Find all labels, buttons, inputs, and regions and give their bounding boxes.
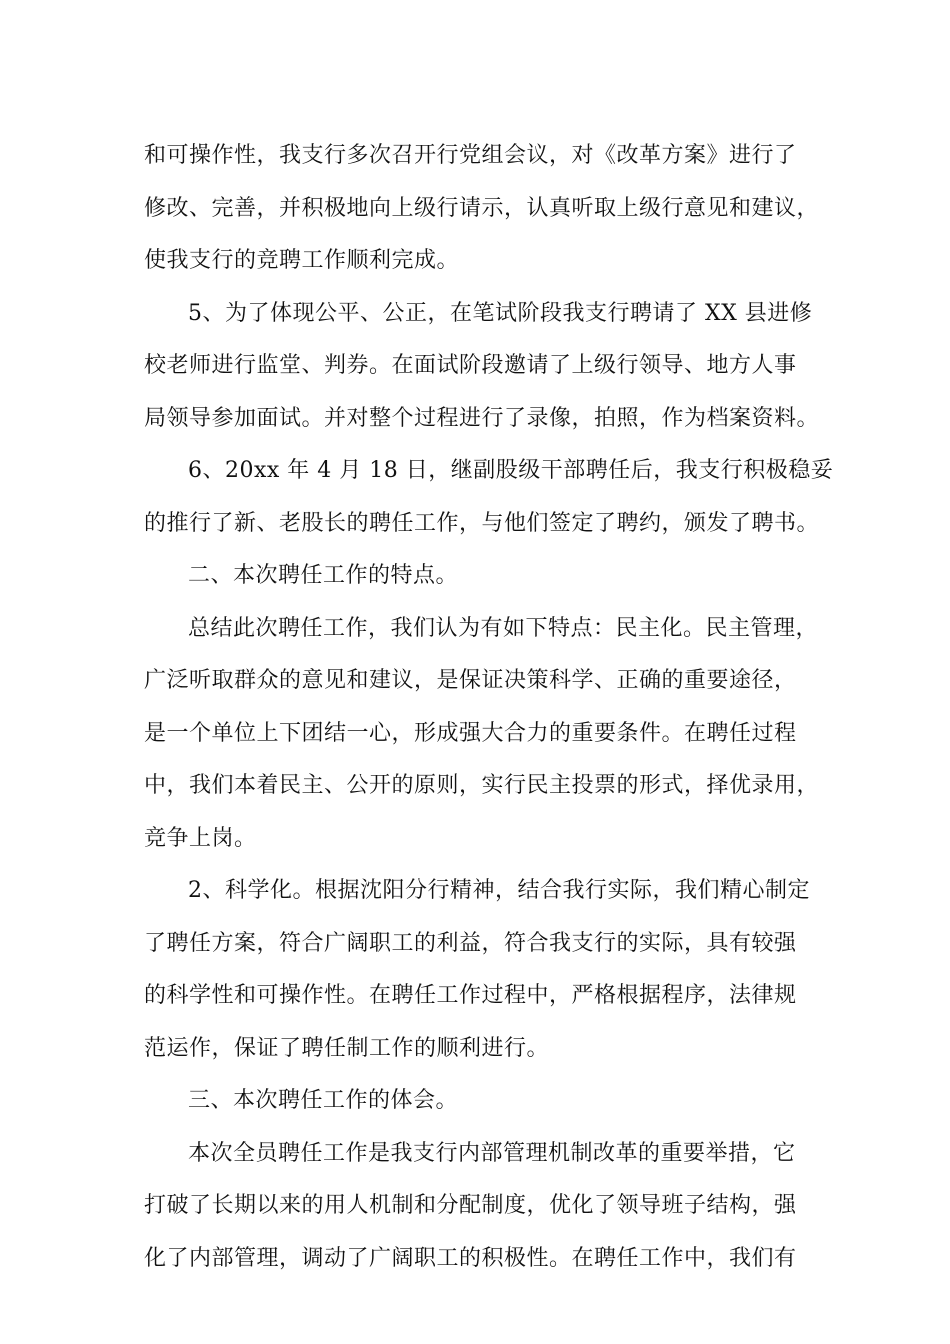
section-heading: 三、本次聘任工作的体会。 [188, 1088, 459, 1113]
paragraph-start-line: 2、科学化。根据沈阳分行精神，结合我行实际，我们精心制定 [188, 878, 810, 903]
paragraph-start-line: 总结此次聘任工作，我们认为有如下特点：民主化。民主管理， [188, 615, 819, 641]
document-body [144, 130, 834, 1285]
paragraph-start-line: 本次全员聘任工作是我支行内部管理机制改革的重要举措，它 [188, 1140, 796, 1166]
text-line: 校老师进行监堂、判券。在面试阶段邀请了上级行领导、地方人事 [144, 353, 797, 378]
text-line: 竞争上岗。 [144, 825, 257, 851]
paragraph-start-line: 5、为了体现公平、公正，在笔试阶段我支行聘请了 XX 县进修 [188, 300, 813, 326]
text-line: 范运作，保证了聘任制工作的顺利进行。 [144, 1035, 550, 1061]
text-line: 中，我们本着民主、公开的原则，实行民主投票的形式，择优录用， [144, 773, 820, 798]
section-heading: 二、本次聘任工作的特点。 [188, 563, 459, 588]
text-line: 修改、完善，并积极地向上级行请示，认真听取上级行意见和建议， [144, 195, 820, 221]
text-line: 化了内部管理，调动了广阔职工的积极性。在聘任工作中，我们有 [144, 1245, 797, 1271]
text-line: 了聘任方案，符合广阔职工的利益，符合我支行的实际，具有较强 [144, 930, 797, 956]
text-line: 广泛听取群众的意见和建议，是保证决策科学、正确的重要途径， [144, 668, 797, 693]
text-line: 的推行了新、老股长的聘任工作，与他们签定了聘约，颁发了聘书。 [144, 510, 820, 536]
text-line: 的科学性和可操作性。在聘任工作过程中，严格根据程序，法律规 [144, 983, 797, 1008]
text-line: 局领导参加面试。并对整个过程进行了录像，拍照，作为档案资料。 [144, 405, 820, 431]
text-line: 打破了长期以来的用人机制和分配制度，优化了领导班子结构，强 [144, 1193, 797, 1218]
text-line: 是一个单位上下团结一心，形成强大合力的重要条件。在聘任过程 [144, 720, 797, 746]
text-line: 使我支行的竞聘工作顺利完成。 [144, 248, 460, 273]
paragraph-start-line: 6、20xx 年 4 月 18 日，继副股级干部聘任后，我支行积极稳妥 [188, 458, 834, 483]
text-line: 和可操作性，我支行多次召开行党组会议，对《改革方案》进行了 [144, 143, 797, 168]
